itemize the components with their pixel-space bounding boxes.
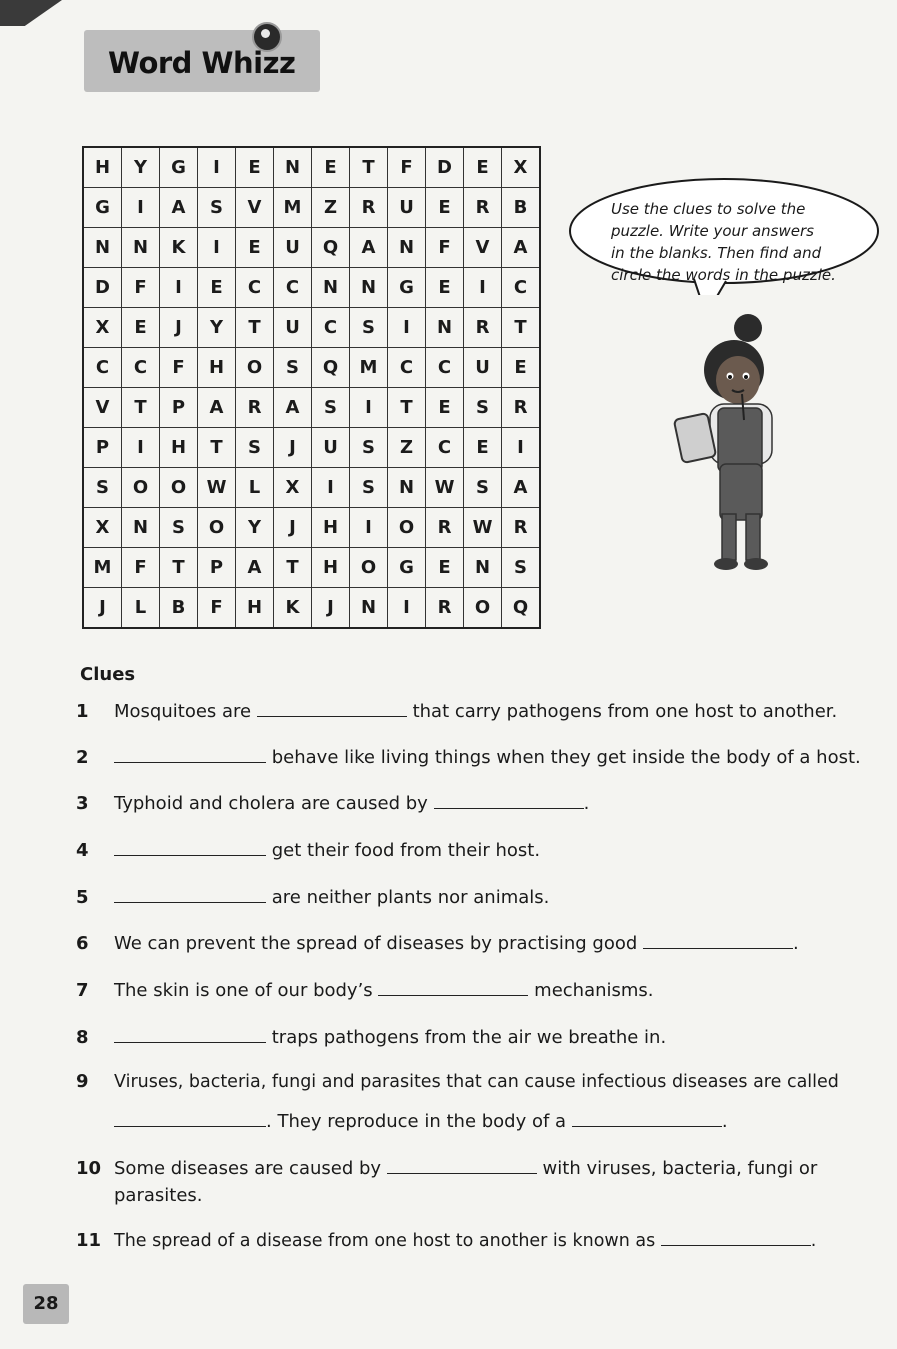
grid-cell[interactable]: J [312, 588, 350, 629]
grid-cell[interactable]: A [236, 548, 274, 588]
grid-cell[interactable]: T [274, 548, 312, 588]
grid-cell[interactable]: K [160, 228, 198, 268]
grid-cell[interactable]: Q [312, 228, 350, 268]
grid-cell[interactable]: Y [236, 508, 274, 548]
answer-blank-10[interactable] [387, 1155, 537, 1174]
grid-cell[interactable]: S [160, 508, 198, 548]
clue-number: 2 [76, 747, 89, 768]
grid-row [83, 308, 540, 348]
answer-blank-3[interactable] [434, 790, 584, 809]
grid-cell[interactable]: P [83, 428, 122, 468]
grid-cell[interactable]: I [122, 428, 160, 468]
grid-cell[interactable]: T [350, 147, 388, 188]
grid-cell[interactable]: S [350, 308, 388, 348]
answer-blank-7[interactable] [378, 977, 528, 996]
grid-cell[interactable]: T [388, 388, 426, 428]
grid-cell[interactable]: T [198, 428, 236, 468]
grid-row [83, 468, 540, 508]
clue-text: behave like living things when they get inside the body of a host. [271, 747, 861, 768]
bubble-line: Use the clues to solve the [611, 200, 806, 218]
grid-cell[interactable]: A [502, 228, 541, 268]
grid-cell[interactable]: E [464, 428, 502, 468]
clue-number: 3 [76, 793, 89, 814]
grid-cell[interactable]: C [122, 348, 160, 388]
grid-cell[interactable]: S [464, 468, 502, 508]
grid-cell[interactable]: D [83, 268, 122, 308]
answer-blank-4[interactable] [114, 837, 266, 856]
grid-cell[interactable]: A [502, 468, 541, 508]
grid-cell[interactable]: K [274, 588, 312, 629]
grid-cell[interactable]: A [350, 228, 388, 268]
clue-text: . [810, 1231, 817, 1251]
grid-cell[interactable]: C [274, 268, 312, 308]
grid-cell[interactable]: N [464, 548, 502, 588]
grid-cell[interactable]: Q [502, 588, 541, 629]
grid-cell[interactable]: V [236, 188, 274, 228]
grid-cell[interactable]: I [122, 188, 160, 228]
grid-cell[interactable]: S [274, 348, 312, 388]
grid-cell[interactable]: D [426, 147, 464, 188]
grid-cell[interactable]: I [350, 388, 388, 428]
answer-blank-11[interactable] [661, 1227, 811, 1246]
grid-cell[interactable]: I [464, 268, 502, 308]
word-search-grid [82, 146, 541, 629]
grid-cell[interactable]: I [198, 147, 236, 188]
grid-cell[interactable]: J [160, 308, 198, 348]
grid-cell[interactable]: C [502, 268, 541, 308]
grid-cell[interactable]: R [464, 188, 502, 228]
grid-cell[interactable]: F [198, 588, 236, 629]
grid-cell[interactable]: E [464, 147, 502, 188]
grid-cell[interactable]: I [502, 428, 541, 468]
grid-cell[interactable]: F [122, 548, 160, 588]
grid-cell[interactable]: F [426, 228, 464, 268]
page-corner-tab [0, 0, 62, 26]
grid-cell[interactable]: N [312, 268, 350, 308]
answer-blank-6[interactable] [643, 930, 793, 949]
grid-row [83, 388, 540, 428]
clue-text: Typhoid and cholera are caused by [114, 793, 428, 814]
grid-cell[interactable]: H [312, 548, 350, 588]
grid-cell[interactable]: V [83, 388, 122, 428]
clue-text: . [793, 933, 799, 954]
grid-row [83, 508, 540, 548]
grid-cell[interactable]: O [122, 468, 160, 508]
grid-cell[interactable]: R [502, 508, 541, 548]
grid-cell[interactable]: W [426, 468, 464, 508]
grid-cell[interactable]: E [426, 548, 464, 588]
grid-cell[interactable]: S [236, 428, 274, 468]
grid-cell[interactable]: F [160, 348, 198, 388]
student-character-illustration [660, 300, 790, 580]
grid-cell[interactable]: O [350, 548, 388, 588]
grid-cell[interactable]: U [274, 228, 312, 268]
grid-cell[interactable]: O [236, 348, 274, 388]
grid-cell[interactable]: I [312, 468, 350, 508]
grid-cell[interactable]: G [388, 268, 426, 308]
clue-text: mechanisms. [534, 980, 654, 1001]
grid-cell[interactable]: G [83, 188, 122, 228]
grid-cell[interactable]: U [274, 308, 312, 348]
grid-cell[interactable]: F [388, 147, 426, 188]
grid-cell[interactable]: P [160, 388, 198, 428]
answer-blank-2[interactable] [114, 744, 266, 763]
grid-cell[interactable]: Y [122, 147, 160, 188]
grid-cell[interactable]: O [198, 508, 236, 548]
grid-cell[interactable]: R [426, 588, 464, 629]
grid-cell[interactable]: G [160, 147, 198, 188]
grid-cell[interactable]: S [464, 388, 502, 428]
grid-cell[interactable]: W [464, 508, 502, 548]
grid-cell[interactable]: E [236, 228, 274, 268]
clue-number: 5 [76, 887, 89, 908]
grid-cell[interactable]: R [426, 508, 464, 548]
grid-cell[interactable]: B [502, 188, 541, 228]
grid-cell[interactable]: H [312, 508, 350, 548]
grid-cell[interactable]: B [160, 588, 198, 629]
clue-text: We can prevent the spread of diseases by practising good [114, 933, 638, 954]
grid-cell[interactable]: E [426, 188, 464, 228]
grid-cell[interactable]: Q [312, 348, 350, 388]
grid-cell[interactable]: N [83, 228, 122, 268]
grid-cell[interactable]: P [198, 548, 236, 588]
speech-bubble-text [611, 198, 861, 286]
grid-cell[interactable]: W [198, 468, 236, 508]
grid-cell[interactable]: R [502, 388, 541, 428]
answer-blank-1[interactable] [257, 698, 407, 717]
grid-cell[interactable]: S [312, 388, 350, 428]
grid-cell[interactable]: M [274, 188, 312, 228]
grid-cell[interactable]: I [388, 308, 426, 348]
clue-text: with viruses, bacteria, fungi or [542, 1158, 818, 1179]
clues-heading: Clues [80, 664, 136, 685]
grid-cell[interactable]: E [122, 308, 160, 348]
grid-cell[interactable]: M [350, 348, 388, 388]
grid-cell[interactable]: R [350, 188, 388, 228]
clue-text: . [721, 1111, 728, 1132]
grid-row [83, 188, 540, 228]
grid-cell[interactable]: R [236, 388, 274, 428]
grid-cell[interactable]: U [464, 348, 502, 388]
grid-cell[interactable]: I [160, 268, 198, 308]
clue-text: Viruses, bacteria, fungi and parasites that can cause infectious diseases are called [114, 1072, 839, 1092]
clue-text: parasites. [114, 1185, 203, 1206]
grid-row [83, 268, 540, 308]
grid-cell[interactable]: N [388, 468, 426, 508]
clue-text: Mosquitoes are [114, 701, 252, 722]
grid-cell[interactable]: J [274, 428, 312, 468]
grid-cell[interactable]: U [312, 428, 350, 468]
clue-number: 8 [76, 1027, 89, 1048]
clue-text: . [583, 793, 590, 814]
grid-row [83, 147, 540, 188]
grid-cell[interactable]: M [83, 548, 122, 588]
grid-cell[interactable]: X [274, 468, 312, 508]
grid-row [83, 548, 540, 588]
clue-number: 4 [76, 840, 89, 861]
bubble-line: circle the words in the puzzle. [611, 266, 836, 284]
grid-cell[interactable]: C [388, 348, 426, 388]
grid-cell[interactable]: L [122, 588, 160, 629]
clue-number: 11 [76, 1230, 102, 1251]
grid-cell[interactable]: X [83, 508, 122, 548]
page-number: 28 [23, 1284, 69, 1324]
grid-cell[interactable]: F [122, 268, 160, 308]
grid-cell[interactable]: T [502, 308, 541, 348]
grid-cell[interactable]: S [350, 428, 388, 468]
clue-number: 9 [76, 1071, 89, 1092]
grid-cell[interactable]: E [312, 147, 350, 188]
grid-cell[interactable]: N [350, 588, 388, 629]
grid-cell[interactable]: I [350, 508, 388, 548]
grid-cell[interactable]: C [426, 348, 464, 388]
grid-cell[interactable]: S [350, 468, 388, 508]
grid-cell[interactable]: H [198, 348, 236, 388]
grid-row [83, 228, 540, 268]
grid-cell[interactable]: C [426, 428, 464, 468]
grid-cell[interactable]: A [160, 188, 198, 228]
grid-cell[interactable]: S [502, 548, 541, 588]
grid-cell[interactable]: N [426, 308, 464, 348]
grid-cell[interactable]: E [426, 268, 464, 308]
grid-cell[interactable]: Y [198, 308, 236, 348]
grid-cell[interactable]: R [464, 308, 502, 348]
grid-cell[interactable]: A [198, 388, 236, 428]
grid-row [83, 588, 540, 629]
grid-cell[interactable]: E [502, 348, 541, 388]
answer-blank-9a[interactable] [114, 1108, 266, 1127]
clue-text: get their food from their host. [271, 840, 541, 861]
grid-cell[interactable]: H [236, 588, 274, 629]
grid-cell[interactable]: J [83, 588, 122, 629]
grid-cell[interactable]: E [198, 268, 236, 308]
grid-cell[interactable]: I [388, 588, 426, 629]
grid-cell[interactable]: X [83, 308, 122, 348]
bubble-line: in the blanks. Then find and [611, 244, 822, 262]
grid-cell[interactable]: E [236, 147, 274, 188]
clue-text: The spread of a disease from one host to another is known as [114, 1231, 656, 1251]
grid-row [83, 428, 540, 468]
grid-cell[interactable]: V [464, 228, 502, 268]
page-title: Word Whizz [108, 46, 296, 80]
grid-cell[interactable]: O [464, 588, 502, 629]
grid-cell[interactable]: N [350, 268, 388, 308]
grid-cell[interactable]: N [388, 228, 426, 268]
grid-cell[interactable]: O [388, 508, 426, 548]
grid-cell[interactable]: S [198, 188, 236, 228]
clue-text: that carry pathogens from one host to another. [412, 701, 838, 722]
clue-number: 10 [76, 1158, 102, 1179]
grid-cell[interactable]: U [388, 188, 426, 228]
bubble-line: puzzle. Write your answers [611, 222, 814, 240]
clue-number: 7 [76, 980, 89, 1001]
answer-blank-8[interactable] [114, 1024, 266, 1043]
clue-text: traps pathogens from the air we breathe in. [271, 1027, 667, 1048]
grid-cell[interactable]: T [160, 548, 198, 588]
grid-row [83, 348, 540, 388]
grid-cell[interactable]: N [122, 228, 160, 268]
grid-cell[interactable]: T [236, 308, 274, 348]
answer-blank-5[interactable] [114, 884, 266, 903]
clue-text: Some diseases are caused by [114, 1158, 382, 1179]
grid-cell[interactable]: C [312, 308, 350, 348]
grid-cell[interactable]: I [198, 228, 236, 268]
grid-cell[interactable]: S [83, 468, 122, 508]
grid-cell[interactable]: C [236, 268, 274, 308]
grid-cell[interactable]: G [388, 548, 426, 588]
grid-cell[interactable]: X [502, 147, 541, 188]
grid-cell[interactable]: J [274, 508, 312, 548]
grid-cell[interactable]: H [83, 147, 122, 188]
grid-cell[interactable]: N [122, 508, 160, 548]
grid-cell[interactable]: H [160, 428, 198, 468]
grid-cell[interactable]: L [236, 468, 274, 508]
clue-number: 1 [76, 701, 89, 722]
clue-text: The skin is one of our body’s [114, 980, 373, 1001]
grid-cell[interactable]: Z [388, 428, 426, 468]
grid-cell[interactable]: T [122, 388, 160, 428]
grid-cell[interactable]: A [274, 388, 312, 428]
clue-number: 6 [76, 933, 89, 954]
grid-cell[interactable]: N [274, 147, 312, 188]
clue-text: are neither plants nor animals. [271, 887, 550, 908]
answer-blank-9b[interactable] [572, 1108, 722, 1127]
grid-cell[interactable]: E [426, 388, 464, 428]
grid-cell[interactable]: O [160, 468, 198, 508]
clue-text: . They reproduce in the body of a [266, 1111, 567, 1132]
show-through-text [590, 22, 595, 42]
grid-cell[interactable]: C [83, 348, 122, 388]
grid-cell[interactable]: Z [312, 188, 350, 228]
